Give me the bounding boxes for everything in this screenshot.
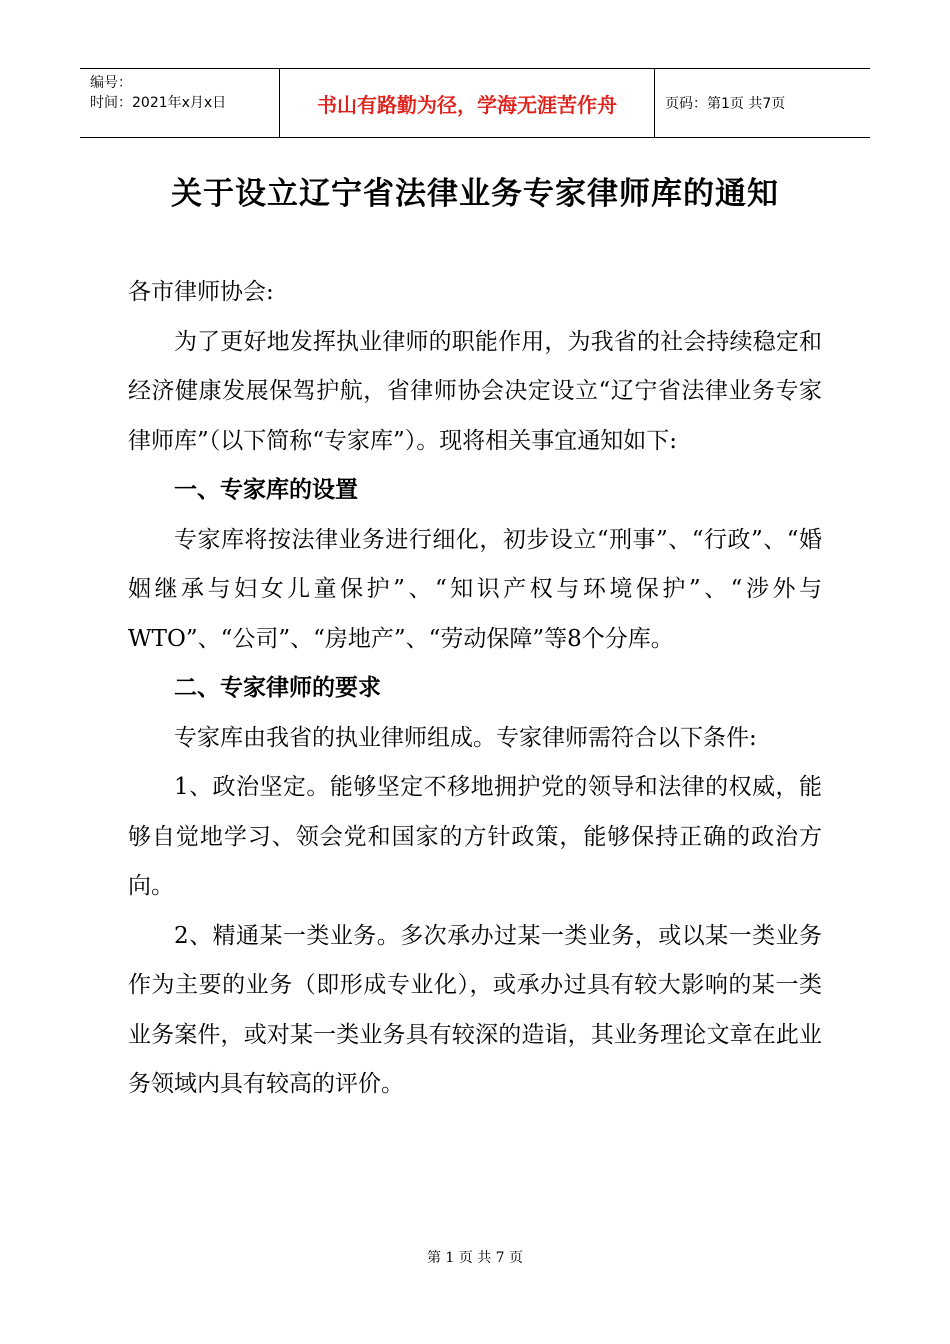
section-paragraph-1: 专家库将按法律业务进行细化，初步设立“刑事”、“行政”、“婚姻继承与妇女儿童保护”、“知识产权与环境保护”、“涉外与WTO”、“公司”、“房地产”、“劳动保障”等8个分库。: [128, 526, 822, 652]
header-motto: 书山有路勤为径，学海无涯苦作舟: [280, 69, 655, 137]
page-header-table: [80, 68, 870, 138]
page-footer: 第 1 页 共 7 页: [426, 1250, 524, 1266]
document-body: [128, 268, 822, 1110]
header-number-label: 编号：: [90, 75, 132, 91]
document-title: 关于设立辽宁省法律业务专家律师库的通知: [171, 176, 779, 212]
header-page-code: 页码：第1页 共7页: [665, 96, 786, 112]
section-paragraph-2: 专家库由我省的执业律师组成。专家律师需符合以下条件:: [174, 724, 757, 751]
section-heading-1: 一、专家库的设置: [174, 477, 358, 503]
intro-paragraph: 为了更好地发挥执业律师的职能作用，为我省的社会持续稳定和经济健康发展保驾护航，省律师协会决定设立“辽宁省法律业务专家律师库”（以下简称“专家库”）。现将相关事宜通知如下:: [128, 328, 822, 454]
header-time-label: 时间：2021年x月x日: [90, 95, 227, 111]
salutation: 各市律师协会:: [128, 279, 274, 305]
requirement-item-1: 1、政治坚定。能够坚定不移地拥护党的领导和法律的权威，能够自觉地学习、领会党和国家的方针政策，能够保持正确的政治方向。: [128, 774, 822, 899]
header-meta-cell: [80, 69, 280, 137]
section-heading-2: 二、专家律师的要求: [174, 675, 381, 701]
requirement-item-2: 2、精通某一类业务。多次承办过某一类业务，或以某一类业务作为主要的业务（即形成专业化），或承办过具有较大影响的某一类业务案件，或对某一类业务具有较深的造诣，其业务理论文章在此业务领域内具有较高的评价。: [128, 922, 822, 1097]
